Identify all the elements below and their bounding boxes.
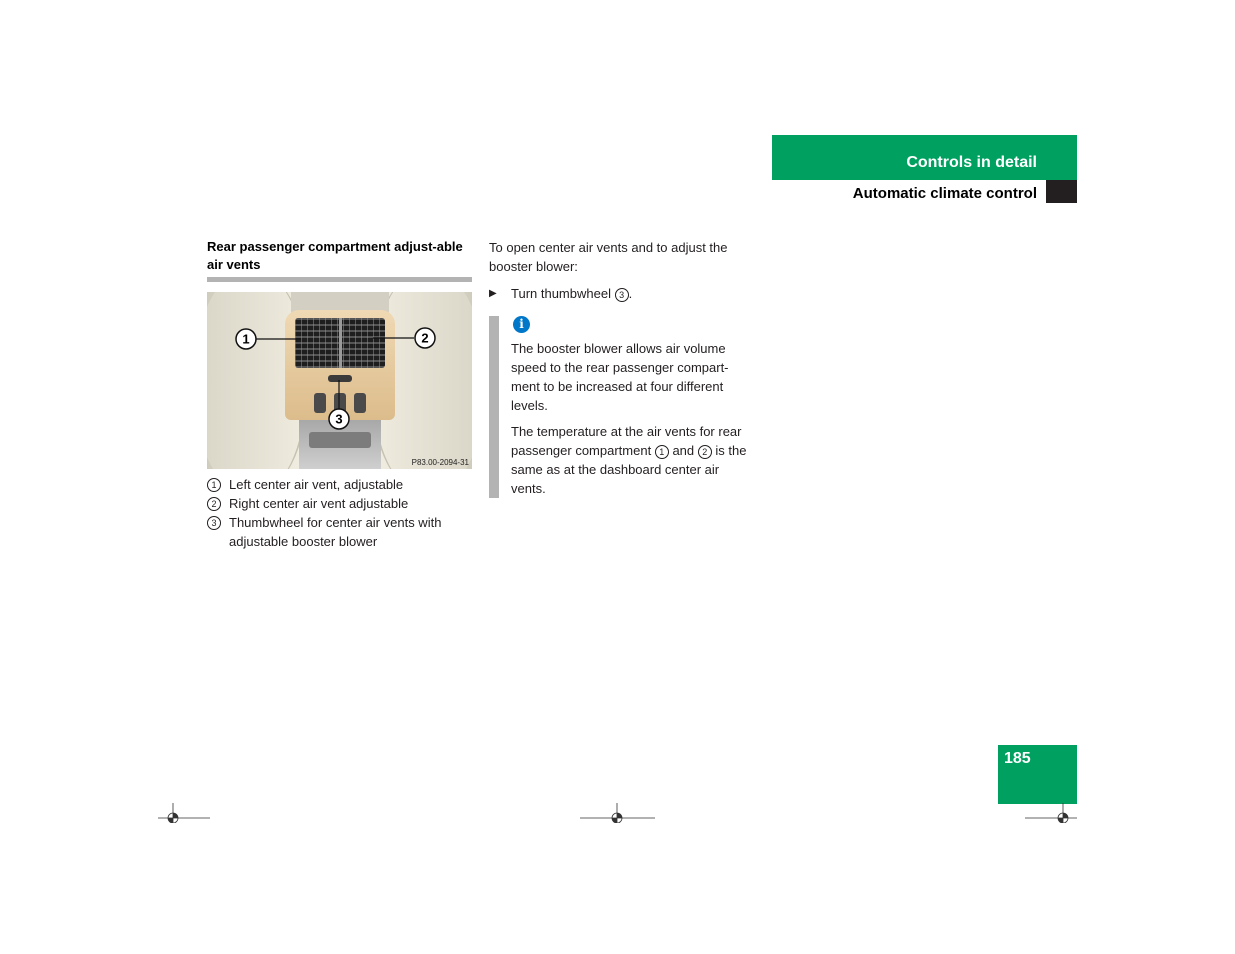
callout-3 <box>329 409 349 429</box>
step-ref-number: 3 <box>615 288 629 302</box>
callout-overlay <box>207 292 472 469</box>
info-note <box>489 316 757 498</box>
info-ref-2: 2 <box>698 445 712 459</box>
legend-item <box>207 494 472 513</box>
info-text-b: and <box>672 443 695 458</box>
instruction-step <box>489 284 757 303</box>
registration-mark-icon <box>1025 803 1077 823</box>
intro-text: To open center air vents and to adjust the booster blower: <box>489 240 728 274</box>
info-text-c: is the same as at the dashboard center air vents. <box>511 443 747 496</box>
legend-number: 1 <box>207 478 221 492</box>
legend-item <box>207 513 472 551</box>
registration-mark-icon <box>580 803 655 823</box>
left-column <box>207 238 472 551</box>
step-text: Turn thumbwheel <box>511 286 611 301</box>
callout-1 <box>236 329 256 349</box>
info-ref-1: 1 <box>655 445 669 459</box>
legend-text: Thumbwheel for center air vents with adjustable booster blower <box>229 515 442 549</box>
section-heading: Rear passenger compartment adjust-able air vents <box>207 239 463 272</box>
step-arrow-icon: ▶ <box>489 288 497 299</box>
registration-mark-icon <box>158 803 210 823</box>
photo-code: P83.00-2094-31 <box>411 458 469 467</box>
step-end: . <box>628 286 633 301</box>
legend-list <box>207 475 472 551</box>
middle-column <box>489 238 757 498</box>
info-paragraph-1: The booster blower allows air volume speed to the rear passenger compart-ment to be increased at four different levels. <box>511 341 729 413</box>
svg-text:1: 1 <box>242 331 250 347</box>
info-icon: i <box>513 316 530 333</box>
callout-2 <box>415 328 435 348</box>
heading-rule <box>207 277 472 282</box>
legend-number: 3 <box>207 516 221 530</box>
info-paragraph-2 <box>511 422 757 498</box>
section-title: Controls in detail <box>906 154 1037 171</box>
info-bar <box>489 316 499 498</box>
svg-text:3: 3 <box>335 411 343 427</box>
air-vents-photo <box>207 292 472 469</box>
page-number: 185 <box>1004 750 1031 767</box>
section-header-band <box>772 135 1077 180</box>
info-text-a: The temperature at the air vents for rear passenger compartment <box>511 424 742 458</box>
legend-number: 2 <box>207 497 221 511</box>
legend-text: Right center air vent adjustable <box>229 496 409 511</box>
page-number-box <box>998 745 1077 804</box>
legend-item <box>207 475 472 494</box>
legend-text: Left center air vent, adjustable <box>229 477 404 492</box>
svg-text:2: 2 <box>421 330 429 346</box>
subsection-title: Automatic climate control <box>852 185 1037 202</box>
section-tab-marker <box>1046 180 1077 203</box>
